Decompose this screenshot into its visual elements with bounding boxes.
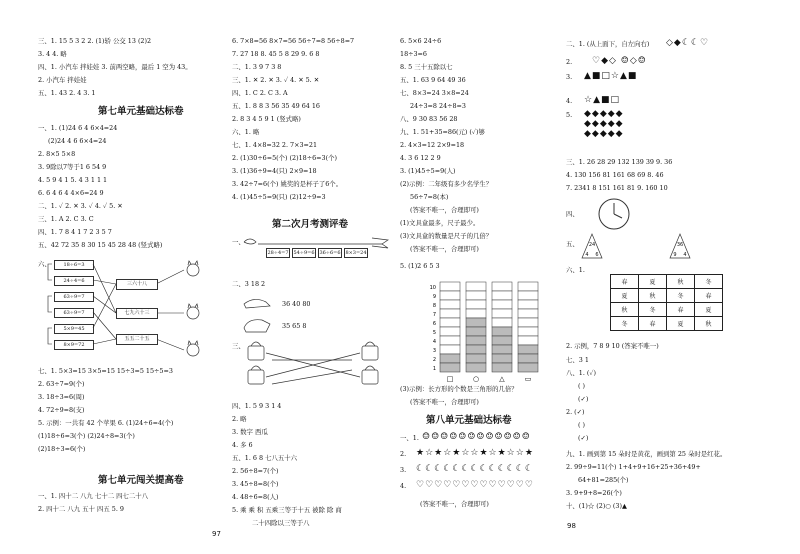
matching-box: 63÷9=7 [54,292,94,302]
answer-line: (2)24 4 6 6×4=24 [48,137,107,145]
answer-line: (3)文具盒的数量是尺子的几倍？ [400,232,493,240]
answer-line: 五、 [566,240,579,248]
svg-text:4: 4 [585,252,589,258]
season-cell: 秋 [667,275,695,289]
answer-line: 8. 5 三十五除以七 [400,63,453,71]
animal-icon [242,294,272,314]
season-cell: 春 [639,317,667,331]
answer-line: 6. 7×8=56 8×7=56 56÷7=8 56÷8=7 [232,37,355,45]
answer-line: 2. [400,450,407,458]
tally-cell [466,309,486,318]
tally-cell [492,336,512,345]
answer-line: 4. 5 9 4 1 5. 4 3 1 1 1 [38,176,108,184]
tally-shape-icon: ○ [472,375,480,383]
cat-icon [187,261,199,356]
answer-line: 7. 27 18 8. 45 5 8 29 9. 6 8 [232,50,320,58]
season-cell: 夏 [611,289,639,303]
tally-cell [492,354,512,363]
svg-text:24: 24 [588,242,596,248]
answer-line: 3. 4 4. 略 [38,50,67,58]
tally-cell [518,327,538,336]
answer-line: 64+81=285(个) [578,476,629,484]
answer-line: 2. 56÷8=7(个) [232,467,279,475]
star-icons: ★☆★☆★☆☆★☆★☆☆★ [416,448,534,458]
expression-box: 28÷4=7 [267,250,289,256]
answer-line: 2. 8 3 4 5 9 1 (竖式略) [232,115,301,123]
chart-caption: (3)示例：长方形的个数是三角形的几倍？ [400,385,518,393]
diamond-triangle-icons: ◆◆◆◆◆ ◆◆◆◆◆ ◆◆◆◆◆ [584,109,624,139]
answer-line: 2. 4×3=12 2×9=18 [400,141,465,149]
answer-line: 4. 3 6 12 2 9 [400,154,441,162]
answer-line: 一、 [232,238,245,246]
answer-line: 2. (1)30÷6=5(个) (2)18÷6=3(个) [232,154,337,162]
answer-line: 4. 多 6 [232,441,253,449]
tally-cell [518,291,538,300]
answer-line: 3. 42÷7=6(个) 姚奖的是杯子了6个。 [232,180,343,188]
column-3 [400,0,550,554]
answer-line: 六、1. 略 [232,128,260,136]
answer-line: 三、1. 15 5 3 2 2. (1)轿 公交 13 (2)2 [38,37,152,45]
smiley-icons: ☺☺☺☺☺☺☺☺☺☺☺☺ [422,432,531,442]
tally-cell [466,300,486,309]
tally-cell [466,354,486,363]
tally-axis-label: 3 [432,348,436,354]
season-cell: 春 [667,303,695,317]
answer-line: 2. 四十二 八九 五十 四五 5. 9 [38,505,124,513]
answer-line: 五、1. 63 9 64 49 36 [400,76,466,84]
answer-line: 36 40 80 [282,300,311,308]
expression-box: 8×3=24 [345,250,367,256]
answer-line: 一、1. 四十二 八九 七十二 四七二十八 [38,492,149,500]
answer-line: 5. [566,111,573,119]
answer-line: 4. [400,482,407,490]
answer-line: (2)18÷3=6(个) [38,445,86,453]
tally-axis-label: 2 [432,357,436,363]
answer-line: 十、(1)☆ (2)○ (3)▲ [566,502,627,510]
column-2 [232,0,397,554]
tally-cell [518,318,538,327]
matching-target: 三六十八 [116,279,158,290]
answer-line: 四、 [566,210,579,218]
answer-line: 三、 [232,342,245,350]
tally-cell [492,309,512,318]
season-cell: 秋 [695,317,723,331]
answer-line: 35 65 8 [282,322,307,330]
heart-icons: ♡♡♡♡♡♡♡♡♡♡♡♡♡ [416,480,534,490]
answer-line: 3. (1)45÷5=9(人) [400,167,456,175]
tally-cell [518,363,538,372]
matching-box: 24÷4=6 [54,276,94,286]
answer-line: 五、1. 43 2. 4 3. 1 [38,89,96,97]
answer-line: 五、1. 6 8 七八五十六 [232,454,298,462]
answer-line: 六、1. [566,266,585,274]
answer-line: (2)示例：二年级有多少名学生？ [400,180,493,188]
number-triangles [580,232,780,264]
tally-cell [440,282,460,291]
answer-line: 二、1. (从上面下，自左向右) [566,40,650,48]
answer-line: 2. 略 [232,415,247,423]
tally-cell [466,291,486,300]
season-cell: 春 [611,275,639,289]
column-1 [38,0,218,554]
answer-line: 二十四除以三等于八 [252,519,310,527]
answer-line: 二、3 18 2 [232,280,266,288]
chart-note: (答案不唯一，合理即可) [410,398,479,406]
tally-cell [466,363,486,372]
answer-line: ( ) [578,382,586,390]
answer-line: 2. 63÷7=9(个) [38,380,85,388]
tally-cell [492,345,512,354]
page-number: 97 [212,530,221,538]
answer-line: 18÷3=6 [400,50,427,58]
answer-line: 2. 8×5 5×8 [38,150,76,158]
answer-line: 四、1. C 2. C 3. A [232,89,288,97]
answer-line: 2. 99÷9=11(个) 1+4+9+16+25+36+49+ [566,463,701,471]
answer-line: 5. 乘 乘 积 五乘三等于十五 被除 除 商 [232,506,342,514]
season-cell: 冬 [695,275,723,289]
answer-line: 6. 6 4 6 4 4×6=24 9 [38,189,104,197]
answer-line: 七、1. 5×3=15 3×5=15 15÷3=5 15÷5=3 [38,367,173,375]
answer-line: (答案不唯一，合理即可) [410,245,479,253]
season-cell: 冬 [611,317,639,331]
matching-box: 5×9=45 [54,324,94,334]
answer-line: 一、1. [400,434,419,442]
tally-chart [400,278,550,388]
shape-icons: ☆▲■□ [584,95,620,105]
answer-line: 3. (1)36÷9=4(只) 2×9=18 [232,167,317,175]
section-heading: 第七单元基础达标卷 [98,106,184,117]
svg-text:6: 6 [595,252,599,258]
season-cell: 冬 [639,303,667,317]
tally-axis-label: 6 [432,321,436,327]
bird-flag-illustration [242,234,392,264]
season-table [610,274,723,331]
answer-line: 3. [566,73,573,81]
tally-cell [492,282,512,291]
tally-cell [440,327,460,336]
tally-cell [440,291,460,300]
tally-cell [440,354,460,363]
answer-line: 一、1. (1)24 6 4 6×4=24 [38,124,118,132]
tally-cell [440,300,460,309]
expression-box: 54÷9=6 [293,250,315,256]
answer-line: 24÷3=8 24÷8=3 [410,102,466,110]
answer-line: ( ) [578,421,586,429]
tally-cell [518,336,538,345]
answer-line: (✓) [578,434,589,442]
tally-cell [440,363,460,372]
section-heading: 第八单元基础达标卷 [426,415,512,426]
answer-line: 3. 18÷3=6(周) [38,393,85,401]
matching-box: 8×9=72 [54,340,94,350]
tally-cell [518,354,538,363]
answer-line: 4. 48÷6=8(人) [232,493,279,501]
shape-icons: ◇◆☾☾♡ [666,38,710,48]
answer-line: 3. [400,466,407,474]
answer-line: 2. (✓) [566,408,585,416]
answer-line: 五、42 72 35 8 30 15 45 28 48 (竖式略) [38,241,163,249]
tally-cell [440,345,460,354]
shape-icons: ▲■□☆▲■ [584,71,638,81]
answer-line: 七、1. 4×8=32 2. 7×3=21 [232,141,318,149]
tally-cell [440,309,460,318]
answer-line: 56÷7=8(本) [410,193,449,201]
tally-cell [518,309,538,318]
season-cell: 夏 [667,317,695,331]
answer-line: 七、3 1 [566,356,589,364]
answer-line: 八、1. (✓) [566,369,597,377]
tally-cell [466,336,486,345]
answer-line: (答案不唯一，合理即可) [410,206,479,214]
tally-axis-label: 9 [432,294,436,300]
tally-axis-label: 4 [432,339,436,345]
answer-line: 7. 2341 8 151 161 81 9. 160 10 [566,184,668,192]
answer-line: 四、1. 7 8 4 1 7 2 3 5 7 [38,228,112,236]
tally-cell [466,345,486,354]
answer-line: 4. (1)45÷5=9(只) (2)12÷9=3 [232,193,326,201]
answer-line: 八、9 30 83 56 28 [400,115,458,123]
season-cell: 春 [695,289,723,303]
answer-line: 5. 示例：一共有 42 个苹果 6. (1)24÷6=4(个) [38,419,174,427]
answer-line: 二、1. ✓ 2. ✕ 3. ✓ 4. ✓ 5. ✕ [38,202,123,210]
tally-cell [492,327,512,336]
answer-line: 三、1. 26 28 29 132 139 39 9. 36 [566,158,673,166]
answer-line: 二、1. 3 9 7 3 8 [232,63,282,71]
tally-cell [518,282,538,291]
tally-cell [518,300,538,309]
answer-line: 三、1. ✕ 2. ✕ 3. ✓ 4. ✕ 5. ✕ [232,76,320,84]
season-cell: 冬 [667,289,695,303]
svg-text:9: 9 [673,252,677,258]
answer-line: 四、1. 小汽车 拌娃娃 3. 前两空略，最后 1 空为 43。 [38,63,192,71]
section-heading: 第二次月考测评卷 [272,219,349,230]
answer-line: 5. (1)2 6 5 3 [400,262,440,270]
tally-cell [492,300,512,309]
answer-line: 五、1. 8 8 3 56 35 49 64 16 [232,102,320,110]
tally-cell [492,363,512,372]
tally-axis-label: 10 [429,285,436,291]
tally-shape-icon: □ [446,375,454,383]
tally-axis-label: 8 [432,303,436,309]
answer-line: 3. 9+9+8=26(个) [566,489,622,497]
tally-cell [518,345,538,354]
tally-shape-icon: △ [499,375,505,383]
matching-title: 六、 [38,260,51,268]
page-number: 98 [567,522,576,530]
season-cell: 秋 [639,289,667,303]
answer-line: 九、1. 51+35=86(元) (✓)够 [400,128,485,136]
clock-icon [596,196,636,236]
season-cell: 夏 [695,303,723,317]
tally-axis-label: 5 [432,330,436,336]
rhino-icon [242,316,272,336]
flag-icon [372,238,388,248]
tally-cell [466,318,486,327]
answer-line: 九、1. 画到第 15 朵时是黄花，画到第 25 朵时是红花。 [566,450,727,458]
expression-box: 36÷6=6 [319,250,341,256]
answer-line: 3. 9除以7等于1 6 54 9 [38,163,107,171]
tally-shape-icon: ▭ [524,375,532,383]
svg-text:36: 36 [676,242,684,248]
moon-icons: ☾☾☾☾☾☾☾☾☾☾☾☾☾ [416,464,534,474]
tally-cell [492,291,512,300]
answer-line: 6. 5×6 24÷6 [400,37,442,45]
answer-line: 4. 72÷9=8(支) [38,406,85,414]
answer-line: (1)18÷6=3(个) (2)24÷8=3(个) [38,432,135,440]
tally-cell [466,282,486,291]
matching-box: 18÷6=3 [54,260,94,270]
answer-line: 七、8×3=24 3×8=24 [400,89,469,97]
answer-line: 4. 130 156 81 161 68 69 8. 46 [566,171,664,179]
bird-icon [244,239,256,244]
lock-matching-illustration [242,340,392,390]
season-cell: 夏 [639,275,667,289]
answer-line: 2. 示例，7 8 9 10 (答案不唯一) [566,342,659,350]
tally-cell [440,318,460,327]
tally-cell [440,336,460,345]
tally-cell [492,318,512,327]
answer-line: 3. 45÷8=8(个) [232,480,279,488]
matching-target: 七九六十三 [116,308,158,319]
season-cell: 秋 [611,303,639,317]
tally-axis-label: 1 [432,366,436,372]
section-heading: 第七单元闯关提高卷 [98,475,184,486]
svg-text:4: 4 [683,252,687,258]
answer-line: 3. 数字 西瓜 [232,428,268,436]
answer-line: 2. [566,58,573,66]
answer-line: 2. 小汽车 拌娃娃 [38,76,87,84]
column-4 [566,0,766,554]
answer-line: (✓) [578,395,589,403]
answer-line: (答案不唯一，合理即可) [420,500,489,508]
shape-icons: ♡◆◇ ☺◇☺ [592,56,647,66]
answer-line: (1)文具盒最多，尺子最少。 [400,219,480,227]
answer-line: 4. [566,97,573,105]
tally-cell [466,327,486,336]
answer-line: 三、1. A 2. C 3. C [38,215,94,223]
tally-axis-label: 7 [432,312,436,318]
answer-line: 四、1. 5 9 3 1 4 [232,402,282,410]
matching-target: 五五二十五 [116,334,158,345]
matching-box: 63÷9=7 [54,308,94,318]
